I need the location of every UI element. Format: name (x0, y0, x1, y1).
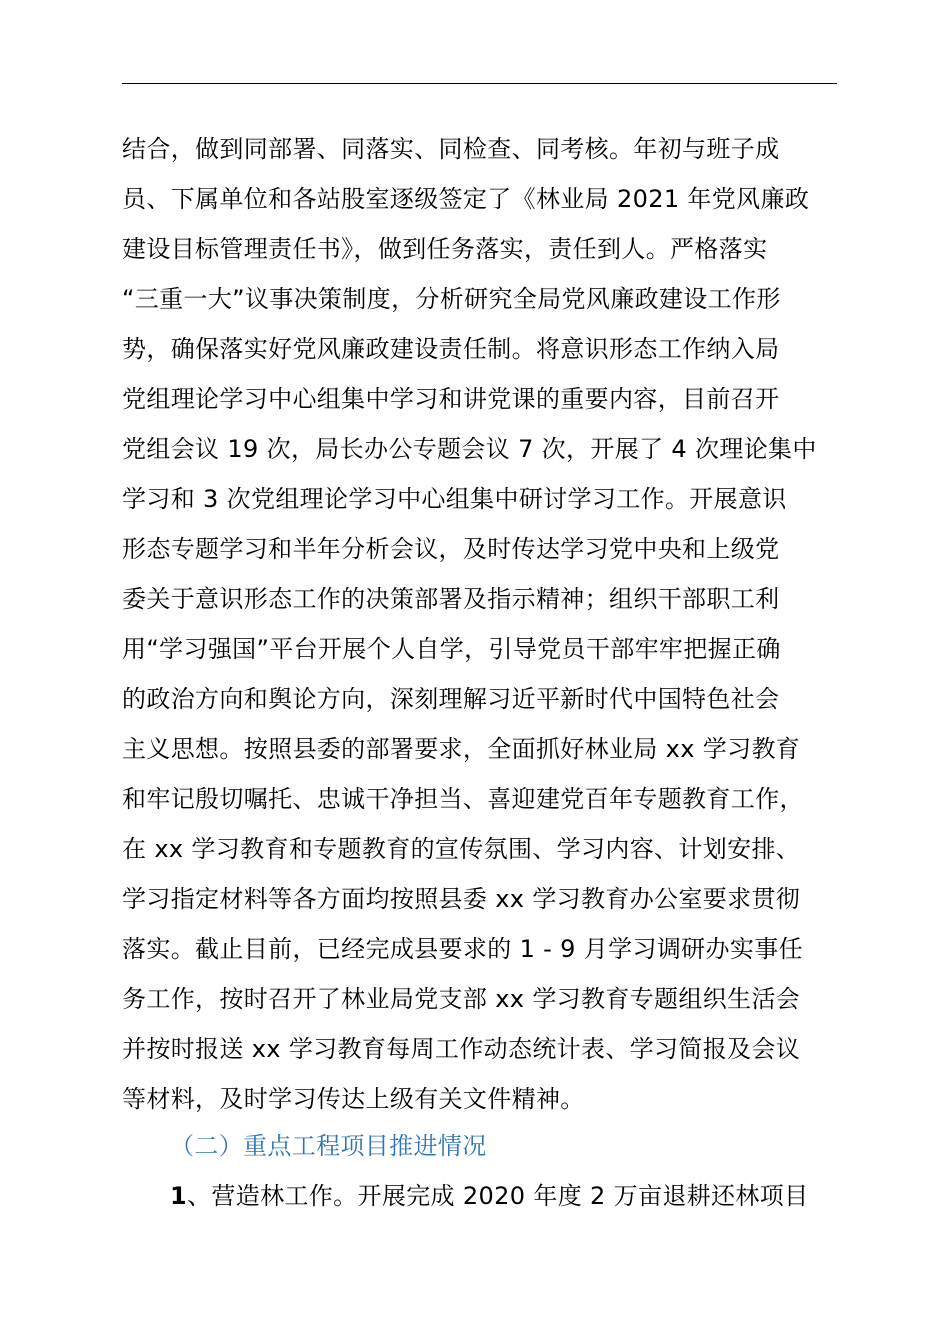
body-line: 学习和 3 次党组理论学习中心组集中研讨学习工作。开展意识 (122, 485, 787, 513)
item-text: 、营造林工作。开展完成 2020 年度 2 万亩退耕还林项目 (187, 1182, 809, 1210)
body-line: 势，确保落实好党风廉政建设责任制。将意识形态工作纳入局 (122, 335, 780, 363)
body-line: 党组会议 19 次，局长办公专题会议 7 次，开展了 4 次理论集中 (122, 435, 817, 463)
body-line: 用“学习强国”平台开展个人自学，引导党员干部牢牢把握正确 (122, 635, 781, 663)
body-line: 等材料，及时学习传达上级有关文件精神。 (122, 1085, 585, 1113)
numbered-item (170, 1181, 808, 1211)
body-line: 结合，做到同部署、同落实、同检查、同考核。年初与班子成 (122, 135, 780, 163)
body-line: 在 xx 学习教育和专题教育的宣传氛围、学习内容、计划安排、 (122, 835, 801, 863)
body-line: 务工作，按时召开了林业局党支部 xx 学习教育专题组织生活会 (122, 985, 801, 1013)
body-line: 形态专题学习和半年分析会议，及时传达学习党中央和上级党 (122, 535, 780, 563)
section-heading: （二）重点工程项目推进情况 (170, 1132, 487, 1160)
body-line: 主义思想。按照县委的部署要求，全面抓好林业局 xx 学习教育 (122, 735, 801, 763)
body-line: 委关于意识形态工作的决策部署及指示精神；组织干部职工利 (122, 585, 780, 613)
body-line: 建设目标管理责任书》，做到任务落实，责任到人。严格落实 (122, 235, 768, 263)
body-line: 的政治方向和舆论方向，深刻理解习近平新时代中国特色社会 (122, 685, 780, 713)
body-line: 和牢记殷切嘱托、忠诚干净担当、喜迎建党百年专题教育工作， (122, 785, 804, 813)
body-line: 学习指定材料等各方面均按照县委 xx 学习教育办公室要求贯彻 (122, 885, 801, 913)
body-line: “三重一大”议事决策制度，分析研究全局党风廉政建设工作形 (122, 285, 781, 313)
body-line: 员、下属单位和各站股室逐级签定了《林业局 2021 年党风廉政 (122, 185, 810, 213)
body-line: 落实。截止目前，已经完成县要求的 1 - 9 月学习调研办实事任 (122, 935, 803, 963)
body-line: 党组理论学习中心组集中学习和讲党课的重要内容，目前召开 (122, 385, 780, 413)
body-line: 并按时报送 xx 学习教育每周工作动态统计表、学习简报及会议 (122, 1035, 801, 1063)
item-number: 1 (170, 1182, 188, 1210)
header-rule (122, 83, 837, 84)
